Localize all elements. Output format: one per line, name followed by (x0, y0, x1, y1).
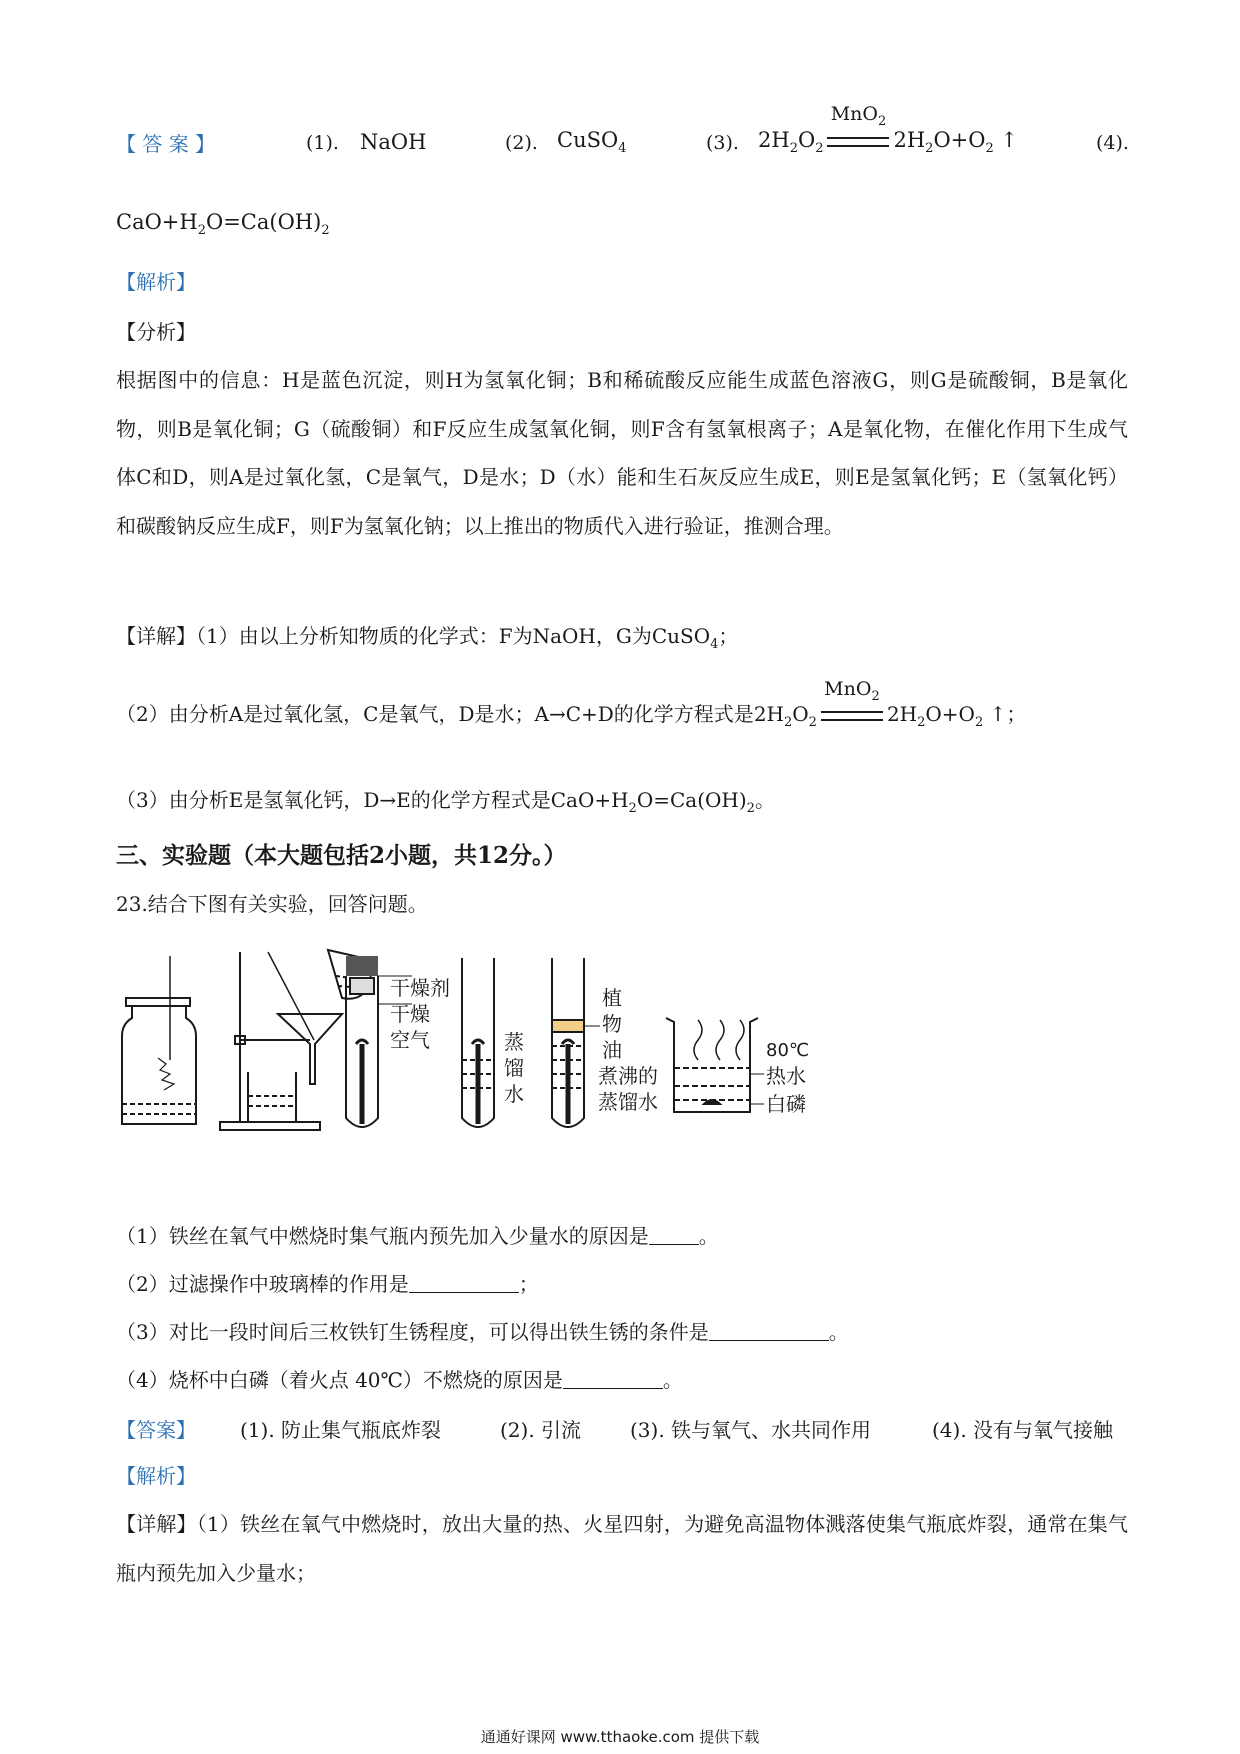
answer-2-formula: CuSO$_4$ (557, 128, 627, 156)
answer-2-4: (4). 没有与氧气接触 (932, 1418, 1114, 1442)
question-23-stem: 23.结合下图有关实验，回答问题。 (116, 892, 428, 916)
sub-question-2: （2）过滤操作中玻璃棒的作用是 ； (116, 1272, 539, 1296)
answer-blank (649, 1226, 699, 1245)
answer-blank (409, 1274, 519, 1293)
beaker-hot-water-icon (666, 1018, 764, 1112)
boiled-water-label-2: 蒸馏水 (598, 1090, 658, 1114)
answer-2-2: (2). 引流 (500, 1418, 582, 1442)
oil-label-1: 植 (602, 986, 622, 1010)
answer-number-2: (2). (505, 132, 538, 154)
answer-number-4: (4). (1096, 132, 1129, 154)
desiccant-label: 干燥剂 (390, 976, 450, 1000)
analysis-heading-2: 【解析】 (116, 1464, 196, 1488)
dry-air-label-2: 空气 (390, 1028, 430, 1052)
detail-line-1: 【详解】（1）由以上分析知物质的化学式：F为NaOH，G为CuSO$_4$； (116, 624, 739, 652)
answer-4-equation: $CaO+H_2O=Ca(OH)_2$ (116, 210, 330, 238)
detail-line-3: （3）由分析E是氢氧化钙，D→E的化学方程式是$CaO+H_2O=Ca(OH)_2$。 (116, 788, 775, 816)
oil-label-2: 物 (602, 1012, 622, 1036)
reaction-condition: MnO$_2$ (823, 128, 893, 152)
answer-2-3: (3). 铁与氧气、水共同作用 (630, 1418, 872, 1442)
answer-blank (563, 1370, 663, 1389)
reaction-condition: MnO$_2$ (817, 700, 887, 728)
page-footer: 通通好课网 www.tthaoke.com 提供下载 (480, 1728, 760, 1746)
answer-2-1: (1). 防止集气瓶底炸裂 (240, 1418, 442, 1442)
section-title: 三、实验题（本大题包括2小题，共12分。） (116, 842, 567, 869)
distilled-label-2: 馏 (504, 1056, 524, 1080)
dry-air-label-1: 干燥 (390, 1002, 430, 1026)
fenxi-heading: 【分析】 (116, 320, 196, 344)
answer-1-text: NaOH (360, 130, 427, 154)
answer-tag: 【答案】 (116, 1418, 196, 1442)
answer-3-equation: $2H_2O_2$ MnO$_2$ $2H_2O+O_2$ ↑ (758, 103, 1019, 156)
gas-bottle-icon (122, 956, 196, 1124)
test-tube-boiled-water-oil-icon (552, 958, 600, 1127)
temperature-label: 80℃ (766, 1040, 810, 1061)
detail-paragraph-2: 【详解】（1）铁丝在氧气中燃烧时，放出大量的热、火星四射，为避免高温物体溅落使集气瓶底炸裂，通常在集气瓶内预先加入少量水； (116, 1512, 1128, 1585)
experiment-figure (100, 940, 920, 1150)
test-tube-distilled-water-icon (462, 958, 494, 1127)
analysis-paragraph: 根据图中的信息：H是蓝色沉淀，则H为氢氧化铜；B和稀硫酸反应能生成蓝色溶液G，则G是硫酸铜，B是氧化物，则B是氧化铜；G（硫酸铜）和F反应生成氢氧化铜，则F含有氢氧根离子；A是氧化物，在催化作用下生成气体C和D，则A是过氧化氢，C是氧气，D是水；D（水）能和生石灰反应生成E，则E是氢氧化钙；E（氢氧化钙）和碳酸钠反应生成F，则F为氢氧化钠；以上推出的物质代入进行验证，推测合理。 (116, 368, 1128, 538)
answer-blank (709, 1322, 829, 1341)
answer-number-3: (3). (706, 132, 739, 154)
answer-number-1: (1). (306, 132, 339, 154)
hot-water-label: 热水 (766, 1064, 806, 1088)
sub-question-3: （3）对比一段时间后三枚铁钉生锈程度，可以得出铁生锈的条件是 。 (116, 1320, 849, 1344)
boiled-water-label-1: 煮沸的 (598, 1064, 658, 1088)
oil-label-3: 油 (602, 1038, 622, 1062)
distilled-label-1: 蒸 (504, 1030, 524, 1054)
answer-tag: 【 答 案 】 (116, 132, 216, 156)
distilled-label-3: 水 (504, 1082, 524, 1106)
white-phosphorus-label: 白磷 (766, 1092, 806, 1116)
detail-line-2: （2）由分析A是过氧化氢，C是氧气，D是水；A→C+D的化学方程式是$2H_2O_2$ MnO$_2$ $2H_2O+O_2$ ↑； (116, 678, 1027, 730)
sub-question-1: （1）铁丝在氧气中燃烧时集气瓶内预先加入少量水的原因是 。 (116, 1224, 719, 1248)
sub-question-4: （4）烧杯中白磷（着火点 40℃）不燃烧的原因是 。 (116, 1368, 683, 1392)
analysis-heading-1: 【解析】 (116, 270, 196, 294)
